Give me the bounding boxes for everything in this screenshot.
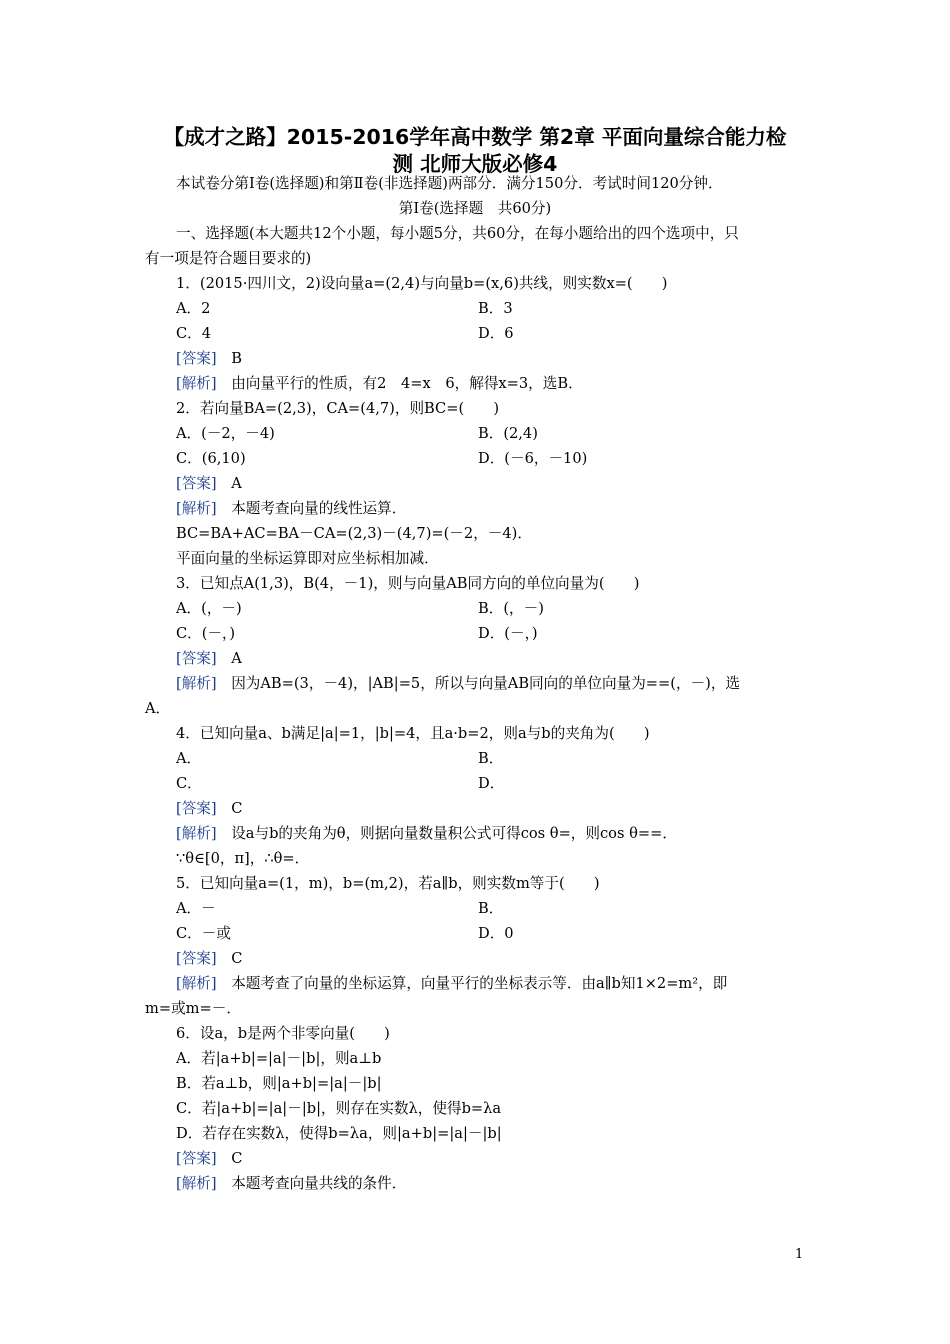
question-2-option-b: B．(2,4) [478, 425, 538, 442]
question-4-answer [176, 799, 242, 819]
question-5-option-a: A．－ [176, 900, 216, 917]
question-3-analysis-line-2: A． [145, 700, 171, 717]
question-5-stem: 5．已知向量a=(1，m)，b=(m,2)，若a∥b，则实数m等于( ) [176, 875, 600, 892]
analysis-tag: [解析] [176, 500, 217, 517]
part-one-heading: 第Ⅰ卷(选择题 共60分) [398, 200, 552, 217]
question-5-answer [176, 949, 242, 969]
answer-value: B [231, 350, 242, 367]
question-6-option-c: C．若|a+b|=|a|－|b|，则存在实数λ，使得b=λa [176, 1100, 502, 1117]
question-2-stem: 2．若向量BA=(2,3)，CA=(4,7)，则BC=( ) [176, 400, 500, 417]
page-number: 1 [795, 1247, 804, 1262]
answer-tag: [答案] [176, 475, 217, 492]
analysis-text: 由向量平行的性质，有2 4=x 6，解得x=3，选B． [231, 375, 583, 392]
answer-value: C [231, 1150, 243, 1167]
analysis-text: 本题考查了向量的坐标运算，向量平行的坐标表示等．由a∥b知1×2=m²，即 [231, 975, 728, 992]
question-3-analysis [176, 674, 740, 694]
question-6-answer [176, 1149, 242, 1169]
question-1-option-c: C．4 [176, 325, 212, 342]
analysis-tag: [解析] [176, 975, 217, 992]
question-2-option-d: D．(－6，－10) [478, 450, 588, 467]
question-5-option-d: D．0 [478, 925, 514, 942]
answer-tag: [答案] [176, 1150, 217, 1167]
question-3-stem: 3．已知点A(1,3)，B(4，－1)，则与向量AB同方向的单位向量为( ) [176, 575, 640, 592]
question-3-option-a: A．(，－) [176, 600, 242, 617]
analysis-text: 因为AB=(3，－4)，|AB|=5，所以与向量AB同向的单位向量为==(，－)，选 [231, 675, 741, 692]
question-3-option-d: D．(－，) [478, 625, 538, 642]
question-5-option-b: B． [478, 900, 504, 917]
question-5-analysis-line-2: m=或m=－． [145, 1000, 241, 1017]
exam-intro: 本试卷分第Ⅰ卷(选择题)和第Ⅱ卷(非选择题)两部分．满分150分．考试时间120分钟． [176, 175, 723, 192]
answer-value: A [231, 650, 242, 667]
analysis-text: 本题考查向量共线的条件． [231, 1175, 407, 1192]
question-6-option-a: A．若|a+b|=|a|－|b|，则a⊥b [176, 1050, 382, 1067]
question-4-stem: 4．已知向量a、b满足|a|=1，|b|=4，且a·b=2，则a与b的夹角为( ) [176, 725, 650, 742]
section-heading-line-1: 一、选择题(本大题共12个小题，每小题5分，共60分，在每小题给出的四个选项中，只 [176, 225, 739, 242]
question-2-option-c: C．(6,10) [176, 450, 246, 467]
question-2-answer [176, 474, 242, 494]
question-2-analysis-line-2: BC=BA+AC=BA－CA=(2,3)－(4,7)=(－2，－4)． [176, 525, 532, 542]
question-6-option-d: D．若存在实数λ，使得b=λa，则|a+b|=|a|－|b| [176, 1125, 502, 1142]
section-heading-line-2: 有一项是符合题目要求的) [145, 250, 312, 267]
answer-tag: [答案] [176, 950, 217, 967]
question-6-analysis [176, 1174, 406, 1194]
answer-tag: [答案] [176, 650, 217, 667]
question-5-option-c: C．－或 [176, 925, 231, 942]
question-2-analysis-line-3: 平面向量的坐标运算即对应坐标相加减． [176, 550, 439, 567]
answer-tag: [答案] [176, 350, 217, 367]
answer-value: C [231, 950, 243, 967]
question-1-answer [176, 349, 242, 369]
question-2-analysis [176, 499, 406, 519]
analysis-tag: [解析] [176, 375, 217, 392]
question-4-option-d: D． [478, 775, 505, 792]
question-2-option-a: A．(－2，－4) [176, 425, 275, 442]
answer-value: C [231, 800, 243, 817]
question-4-option-b: B． [478, 750, 504, 767]
analysis-tag: [解析] [176, 1175, 217, 1192]
question-1-option-d: D．6 [478, 325, 514, 342]
analysis-tag: [解析] [176, 825, 217, 842]
question-1-option-a: A．2 [176, 300, 211, 317]
title-line-1: 【成才之路】2015-2016学年高中数学 第2章 平面向量综合能力检 [163, 125, 787, 149]
question-1-analysis [176, 374, 583, 394]
question-1-stem: 1．(2015·四川文，2)设向量a=(2,4)与向量b=(x,6)共线，则实数x=( ) [176, 275, 668, 292]
title-line-2: 测 北师大版必修4 [392, 152, 558, 176]
analysis-tag: [解析] [176, 675, 217, 692]
question-1-option-b: B．3 [478, 300, 513, 317]
question-4-option-a: A． [176, 750, 202, 767]
question-3-option-c: C．(－，) [176, 625, 236, 642]
question-4-analysis [176, 824, 677, 844]
question-3-option-b: B．(，－) [478, 600, 544, 617]
analysis-text: 本题考查向量的线性运算． [231, 500, 407, 517]
analysis-text: 设a与b的夹角为θ，则据向量数量积公式可得cos θ=，则cos θ==． [231, 825, 677, 842]
question-6-option-b: B．若a⊥b，则|a+b|=|a|－|b| [176, 1075, 382, 1092]
answer-tag: [答案] [176, 800, 217, 817]
question-4-analysis-line-2: ∵θ∈[0，π]，∴θ=． [176, 850, 310, 867]
answer-value: A [231, 475, 242, 492]
question-5-analysis [176, 974, 727, 994]
question-4-option-c: C． [176, 775, 202, 792]
question-3-answer [176, 649, 242, 669]
question-6-stem: 6．设a，b是两个非零向量( ) [176, 1025, 390, 1042]
document-title [130, 124, 820, 178]
